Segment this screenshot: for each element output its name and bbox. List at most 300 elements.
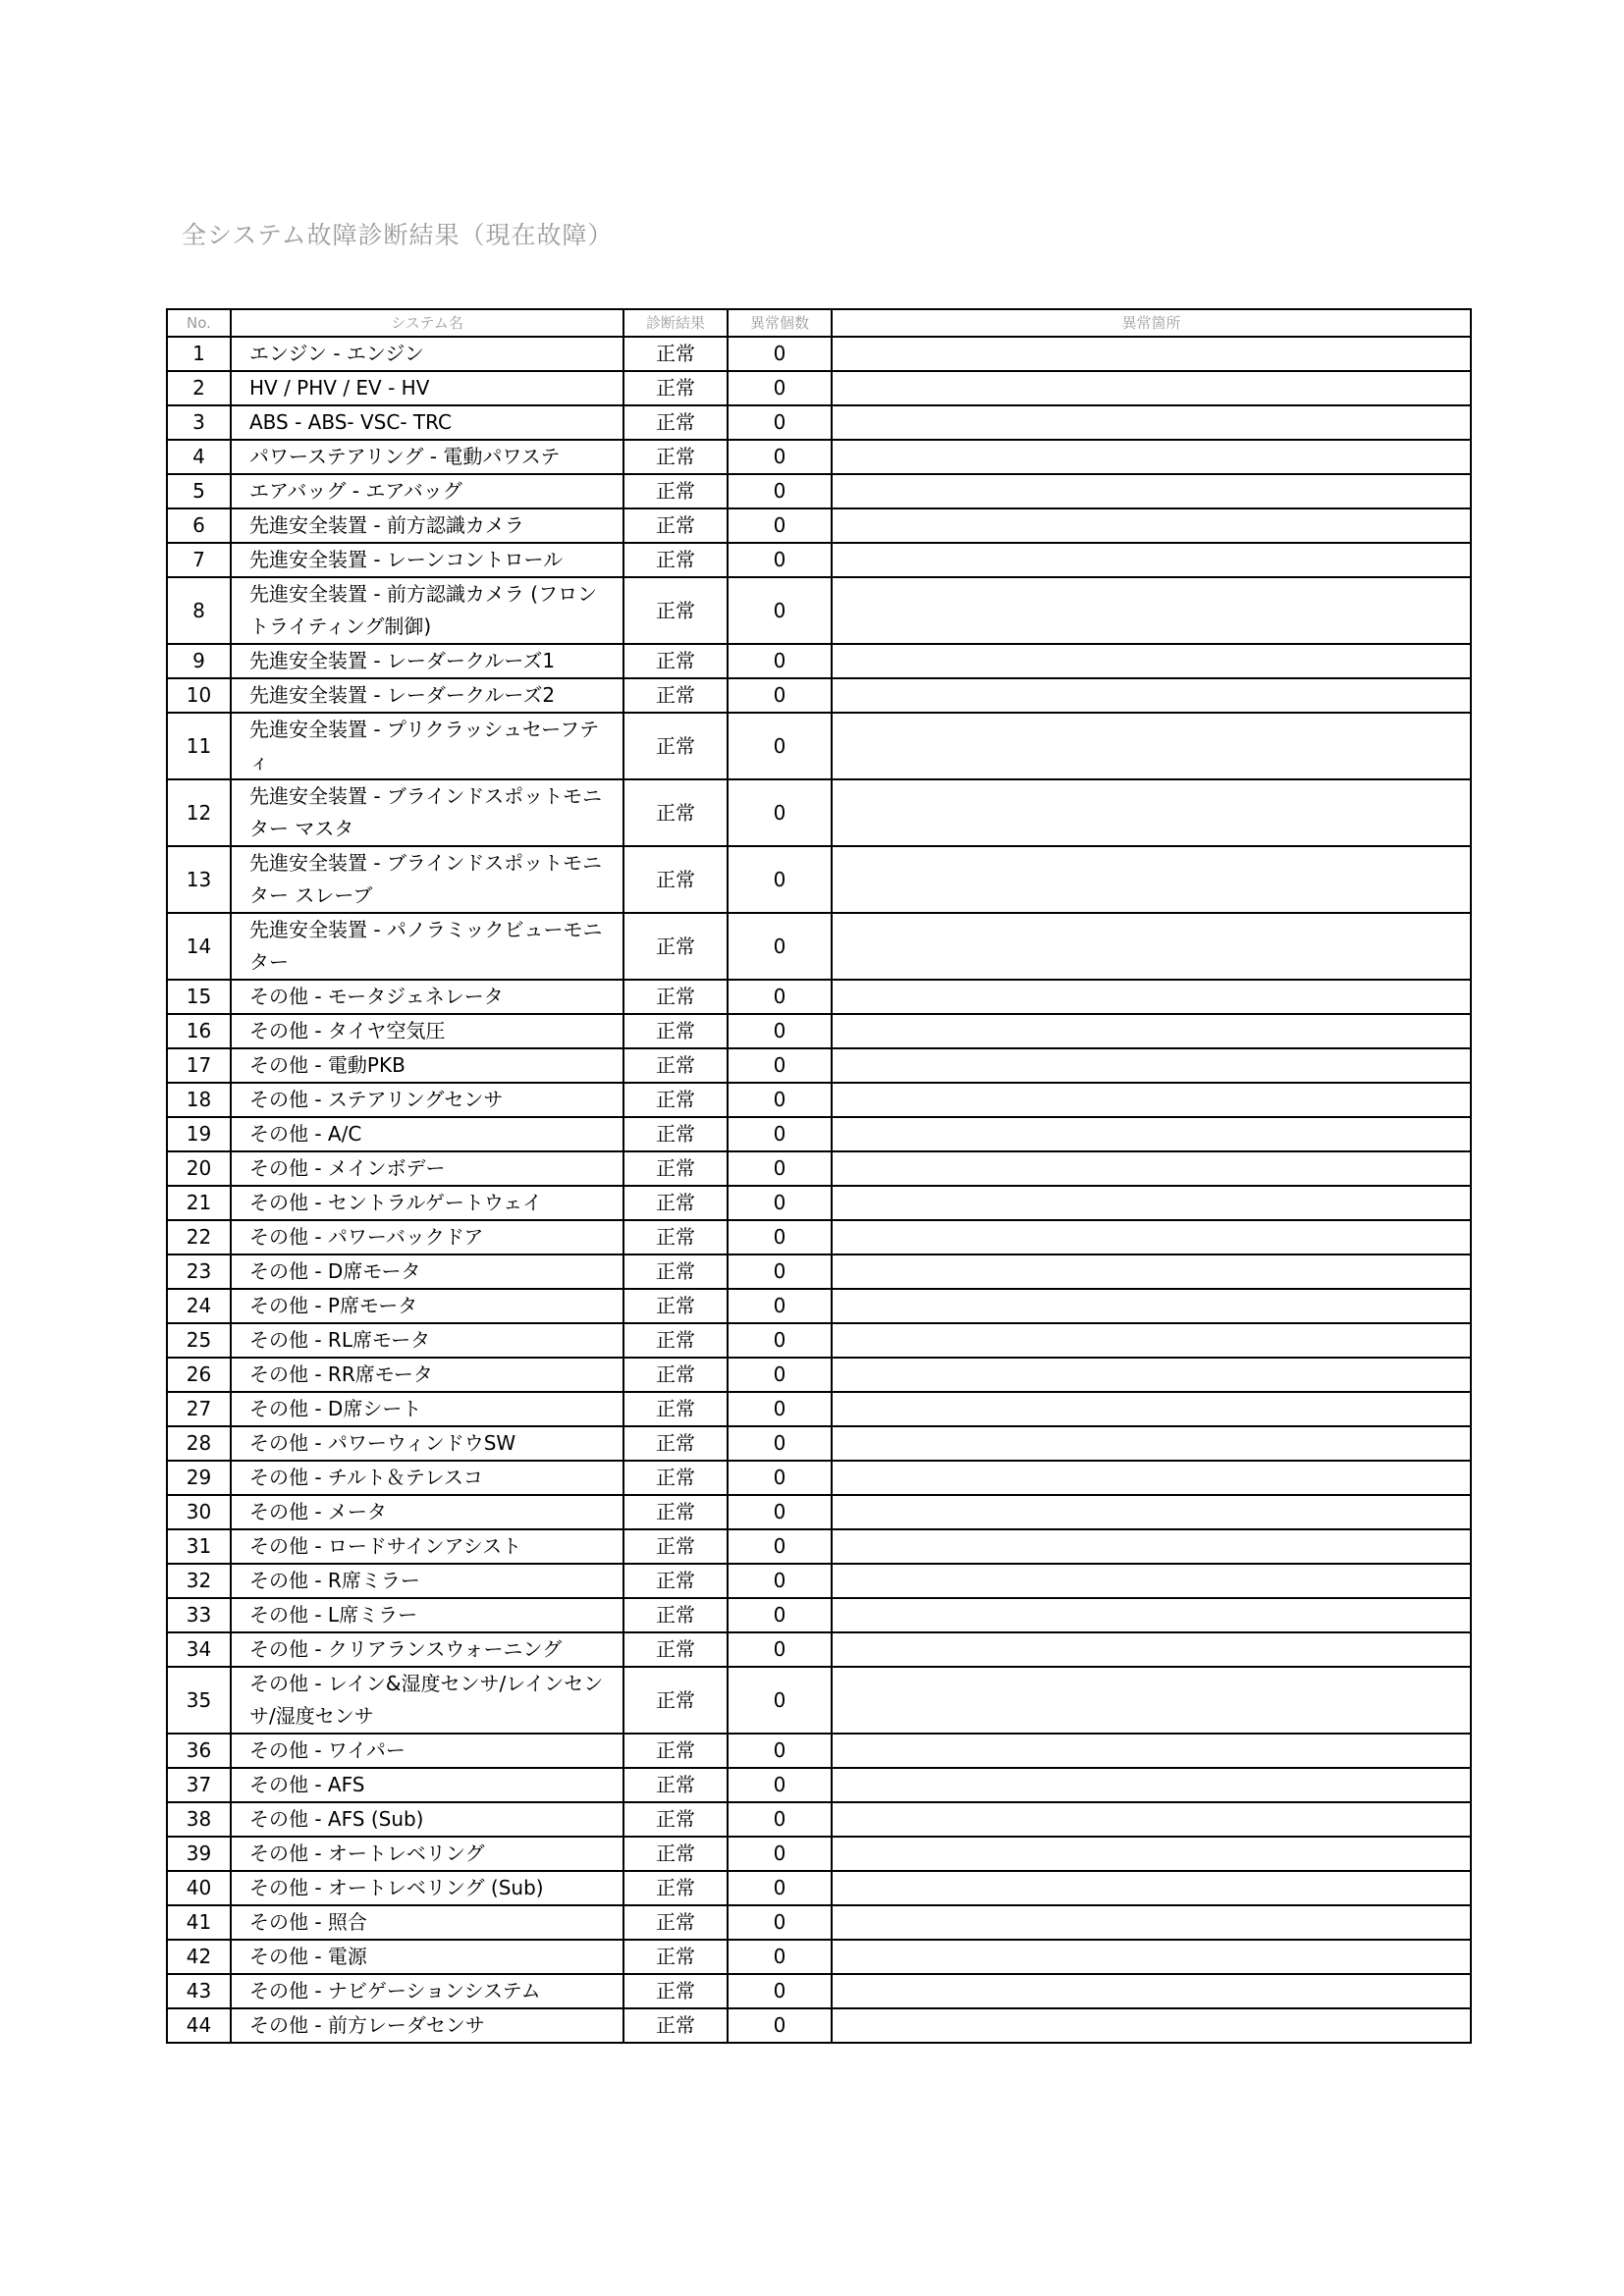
row-fault-location — [832, 1426, 1471, 1461]
row-result: 正常 — [623, 1529, 728, 1564]
system-name-text: その他 - メインボデー — [249, 1156, 446, 1180]
row-fault-count: 0 — [728, 1768, 832, 1802]
table-row — [167, 846, 1471, 913]
row-no: 30 — [167, 1495, 231, 1529]
system-name-text: エンジン - エンジン — [249, 342, 424, 365]
row-fault-count: 0 — [728, 1495, 832, 1529]
system-name-text: その他 - RR席モータ — [249, 1362, 433, 1386]
system-name-text: 先進安全装置 - レーンコントロール — [249, 548, 564, 571]
row-result: 正常 — [623, 1905, 728, 1940]
row-fault-location — [832, 1564, 1471, 1598]
row-system-name — [231, 1768, 623, 1802]
row-fault-count: 0 — [728, 577, 832, 644]
system-name-text: その他 - クリアランスウォーニング — [249, 1637, 563, 1661]
row-result: 正常 — [623, 1564, 728, 1598]
system-name-text: 先進安全装置 - 前方認識カメラ (フロントライティング制御) — [249, 582, 598, 638]
row-fault-location — [832, 980, 1471, 1014]
row-fault-count: 0 — [728, 508, 832, 543]
row-fault-location — [832, 1358, 1471, 1392]
table-row — [167, 1426, 1471, 1461]
table-row — [167, 440, 1471, 474]
row-fault-count: 0 — [728, 1014, 832, 1048]
row-no: 17 — [167, 1048, 231, 1083]
system-name-text: その他 - メータ — [249, 1500, 387, 1523]
row-result: 正常 — [623, 1358, 728, 1392]
table-row — [167, 713, 1471, 779]
row-fault-location — [832, 1940, 1471, 1974]
system-name-text: HV / PHV / EV - HV — [249, 376, 430, 400]
row-result: 正常 — [623, 1186, 728, 1220]
row-system-name — [231, 1837, 623, 1871]
row-no: 40 — [167, 1871, 231, 1905]
row-result: 正常 — [623, 508, 728, 543]
table-row — [167, 1564, 1471, 1598]
table-row — [167, 1871, 1471, 1905]
system-name-text: その他 - RL席モータ — [249, 1328, 431, 1352]
table-row — [167, 678, 1471, 713]
system-name-text: その他 - A/C — [249, 1122, 362, 1146]
row-fault-count: 0 — [728, 1048, 832, 1083]
row-fault-count: 0 — [728, 1358, 832, 1392]
system-name-text: 先進安全装置 - パノラミックビューモニター — [249, 918, 603, 974]
table-row — [167, 508, 1471, 543]
row-fault-location — [832, 440, 1471, 474]
row-fault-location — [832, 337, 1471, 371]
row-no: 12 — [167, 779, 231, 846]
row-result: 正常 — [623, 846, 728, 913]
system-name-text: その他 - チルト＆テレスコ — [249, 1466, 483, 1489]
row-no: 20 — [167, 1151, 231, 1186]
row-fault-location — [832, 1905, 1471, 1940]
table-row — [167, 1768, 1471, 1802]
system-name-text: その他 - ロードサインアシスト — [249, 1534, 522, 1558]
table-row — [167, 1289, 1471, 1323]
system-name-text: その他 - D席シート — [249, 1397, 422, 1420]
row-system-name — [231, 1117, 623, 1151]
row-no: 6 — [167, 508, 231, 543]
system-name-text: 先進安全装置 - プリクラッシュセーフティ — [249, 718, 600, 774]
row-no: 39 — [167, 1837, 231, 1871]
row-fault-count: 0 — [728, 1667, 832, 1734]
row-fault-location — [832, 1837, 1471, 1871]
row-result: 正常 — [623, 1632, 728, 1667]
row-system-name — [231, 1151, 623, 1186]
system-name-text: その他 - AFS — [249, 1773, 365, 1796]
row-result: 正常 — [623, 1837, 728, 1871]
row-fault-count: 0 — [728, 474, 832, 508]
system-name-text: その他 - 前方レーダセンサ — [249, 2013, 485, 2037]
row-system-name — [231, 1598, 623, 1632]
row-system-name — [231, 1392, 623, 1426]
row-system-name — [231, 1426, 623, 1461]
row-fault-location — [832, 2008, 1471, 2043]
row-fault-count: 0 — [728, 1802, 832, 1837]
row-system-name — [231, 913, 623, 980]
row-fault-count: 0 — [728, 1974, 832, 2008]
row-fault-location — [832, 1323, 1471, 1358]
system-name-text: その他 - AFS (Sub) — [249, 1807, 424, 1831]
row-no: 13 — [167, 846, 231, 913]
row-no: 19 — [167, 1117, 231, 1151]
row-result: 正常 — [623, 577, 728, 644]
table-row — [167, 577, 1471, 644]
system-name-text: その他 - パワーウィンドウSW — [249, 1431, 516, 1455]
row-no: 26 — [167, 1358, 231, 1392]
row-result: 正常 — [623, 644, 728, 678]
system-name-text: その他 - パワーバックドア — [249, 1225, 484, 1249]
table-header-row — [167, 309, 1471, 337]
header-fault-count: 異常個数 — [728, 309, 832, 337]
row-fault-location — [832, 543, 1471, 577]
system-name-text: 先進安全装置 - ブラインドスポットモニター スレーブ — [249, 851, 603, 907]
row-system-name — [231, 1358, 623, 1392]
table-row — [167, 1151, 1471, 1186]
system-name-text: その他 - オートレベリング — [249, 1842, 485, 1865]
row-fault-location — [832, 1255, 1471, 1289]
row-fault-count: 0 — [728, 1255, 832, 1289]
row-fault-location — [832, 1220, 1471, 1255]
row-system-name — [231, 713, 623, 779]
row-no: 8 — [167, 577, 231, 644]
system-name-text: ABS - ABS- VSC- TRC — [249, 410, 452, 434]
header-fault-location: 異常箇所 — [832, 309, 1471, 337]
row-no: 23 — [167, 1255, 231, 1289]
header-system-name: システム名 — [231, 309, 623, 337]
row-fault-location — [832, 1289, 1471, 1323]
system-name-text: その他 - 電源 — [249, 1945, 367, 1968]
row-fault-count: 0 — [728, 1186, 832, 1220]
row-system-name — [231, 980, 623, 1014]
table-row — [167, 1461, 1471, 1495]
row-no: 29 — [167, 1461, 231, 1495]
row-system-name — [231, 405, 623, 440]
row-fault-count: 0 — [728, 1220, 832, 1255]
system-name-text: その他 - R席ミラー — [249, 1569, 420, 1592]
row-system-name — [231, 543, 623, 577]
row-fault-count: 0 — [728, 980, 832, 1014]
row-system-name — [231, 1974, 623, 2008]
row-fault-count: 0 — [728, 1734, 832, 1768]
row-result: 正常 — [623, 1871, 728, 1905]
row-result: 正常 — [623, 1667, 728, 1734]
row-no: 11 — [167, 713, 231, 779]
row-result: 正常 — [623, 1255, 728, 1289]
table-row — [167, 1667, 1471, 1734]
table-row — [167, 1186, 1471, 1220]
system-name-text: 先進安全装置 - レーダークルーズ1 — [249, 649, 556, 672]
row-fault-location — [832, 1083, 1471, 1117]
row-system-name — [231, 1289, 623, 1323]
row-no: 16 — [167, 1014, 231, 1048]
system-name-text: その他 - D席モータ — [249, 1259, 421, 1283]
row-system-name — [231, 1083, 623, 1117]
row-fault-location — [832, 371, 1471, 405]
row-no: 44 — [167, 2008, 231, 2043]
row-no: 9 — [167, 644, 231, 678]
row-fault-count: 0 — [728, 371, 832, 405]
table-row — [167, 1392, 1471, 1426]
system-name-text: エアバッグ - エアバッグ — [249, 479, 462, 503]
table-row — [167, 1905, 1471, 1940]
row-no: 31 — [167, 1529, 231, 1564]
row-result: 正常 — [623, 1768, 728, 1802]
system-name-text: 先進安全装置 - レーダークルーズ2 — [249, 683, 556, 707]
table-row — [167, 1940, 1471, 1974]
row-system-name — [231, 1802, 623, 1837]
row-fault-count: 0 — [728, 1905, 832, 1940]
row-fault-location — [832, 1151, 1471, 1186]
row-result: 正常 — [623, 1117, 728, 1151]
row-result: 正常 — [623, 980, 728, 1014]
row-fault-location — [832, 1598, 1471, 1632]
row-system-name — [231, 1667, 623, 1734]
row-fault-location — [832, 508, 1471, 543]
system-name-text: その他 - ステアリングセンサ — [249, 1088, 504, 1111]
row-fault-count: 0 — [728, 1461, 832, 1495]
row-result: 正常 — [623, 474, 728, 508]
row-fault-count: 0 — [728, 1151, 832, 1186]
row-result: 正常 — [623, 1392, 728, 1426]
row-no: 7 — [167, 543, 231, 577]
row-no: 32 — [167, 1564, 231, 1598]
row-no: 1 — [167, 337, 231, 371]
row-system-name — [231, 1905, 623, 1940]
row-fault-count: 0 — [728, 1117, 832, 1151]
row-system-name — [231, 1940, 623, 1974]
row-result: 正常 — [623, 1461, 728, 1495]
row-no: 3 — [167, 405, 231, 440]
table-row — [167, 1083, 1471, 1117]
row-system-name — [231, 1323, 623, 1358]
table-row — [167, 1220, 1471, 1255]
table-row — [167, 980, 1471, 1014]
row-result: 正常 — [623, 1734, 728, 1768]
row-fault-count: 0 — [728, 1392, 832, 1426]
row-no: 35 — [167, 1667, 231, 1734]
row-system-name — [231, 644, 623, 678]
row-no: 21 — [167, 1186, 231, 1220]
system-name-text: その他 - モータジェネレータ — [249, 985, 504, 1008]
row-fault-count: 0 — [728, 644, 832, 678]
table-row — [167, 644, 1471, 678]
row-system-name — [231, 846, 623, 913]
row-fault-location — [832, 1974, 1471, 2008]
row-fault-count: 0 — [728, 1837, 832, 1871]
system-name-text: その他 - P席モータ — [249, 1294, 418, 1317]
row-fault-location — [832, 405, 1471, 440]
row-fault-location — [832, 846, 1471, 913]
row-result: 正常 — [623, 713, 728, 779]
row-fault-location — [832, 779, 1471, 846]
system-name-text: その他 - 照合 — [249, 1910, 367, 1934]
row-fault-count: 0 — [728, 1940, 832, 1974]
row-fault-location — [832, 577, 1471, 644]
row-no: 41 — [167, 1905, 231, 1940]
row-fault-location — [832, 1186, 1471, 1220]
row-fault-location — [832, 678, 1471, 713]
row-fault-count: 0 — [728, 713, 832, 779]
table-row — [167, 1802, 1471, 1837]
row-result: 正常 — [623, 1802, 728, 1837]
row-result: 正常 — [623, 371, 728, 405]
row-no: 5 — [167, 474, 231, 508]
system-name-text: その他 - タイヤ空気圧 — [249, 1019, 446, 1042]
row-fault-location — [832, 1529, 1471, 1564]
row-fault-count: 0 — [728, 1564, 832, 1598]
table-row — [167, 543, 1471, 577]
row-fault-count: 0 — [728, 1289, 832, 1323]
row-result: 正常 — [623, 678, 728, 713]
table-row — [167, 371, 1471, 405]
row-system-name — [231, 1461, 623, 1495]
system-name-text: その他 - セントラルゲートウェイ — [249, 1191, 543, 1214]
row-system-name — [231, 1014, 623, 1048]
system-name-text: その他 - レイン&湿度センサ/レインセンサ/湿度センサ — [249, 1672, 604, 1728]
row-system-name — [231, 678, 623, 713]
row-fault-count: 0 — [728, 337, 832, 371]
row-fault-count: 0 — [728, 405, 832, 440]
row-fault-location — [832, 1117, 1471, 1151]
table-row — [167, 2008, 1471, 2043]
table-row — [167, 1358, 1471, 1392]
row-fault-count: 0 — [728, 2008, 832, 2043]
row-fault-location — [832, 1632, 1471, 1667]
system-name-text: その他 - オートレベリング (Sub) — [249, 1876, 544, 1899]
row-system-name — [231, 1529, 623, 1564]
row-no: 34 — [167, 1632, 231, 1667]
row-no: 28 — [167, 1426, 231, 1461]
table-row — [167, 1974, 1471, 2008]
row-system-name — [231, 337, 623, 371]
row-result: 正常 — [623, 1323, 728, 1358]
row-no: 10 — [167, 678, 231, 713]
row-fault-count: 0 — [728, 543, 832, 577]
row-no: 22 — [167, 1220, 231, 1255]
row-system-name — [231, 1495, 623, 1529]
row-no: 14 — [167, 913, 231, 980]
row-fault-count: 0 — [728, 440, 832, 474]
system-name-text: その他 - 電動PKB — [249, 1053, 406, 1077]
row-system-name — [231, 1048, 623, 1083]
row-fault-location — [832, 1802, 1471, 1837]
row-system-name — [231, 474, 623, 508]
table-row — [167, 1323, 1471, 1358]
row-fault-location — [832, 1734, 1471, 1768]
row-system-name — [231, 779, 623, 846]
row-result: 正常 — [623, 1014, 728, 1048]
row-result: 正常 — [623, 405, 728, 440]
row-no: 24 — [167, 1289, 231, 1323]
table-row — [167, 474, 1471, 508]
row-result: 正常 — [623, 440, 728, 474]
row-no: 27 — [167, 1392, 231, 1426]
system-name-text: パワーステアリング - 電動パワステ — [249, 445, 561, 468]
row-fault-count: 0 — [728, 1632, 832, 1667]
table-row — [167, 337, 1471, 371]
table-row — [167, 1255, 1471, 1289]
table-row — [167, 1632, 1471, 1667]
header-result: 診断結果 — [623, 309, 728, 337]
row-no: 4 — [167, 440, 231, 474]
row-result: 正常 — [623, 1289, 728, 1323]
row-system-name — [231, 1564, 623, 1598]
row-system-name — [231, 508, 623, 543]
row-no: 38 — [167, 1802, 231, 1837]
row-no: 25 — [167, 1323, 231, 1358]
row-fault-location — [832, 913, 1471, 980]
row-no: 33 — [167, 1598, 231, 1632]
row-fault-location — [832, 1871, 1471, 1905]
row-system-name — [231, 1734, 623, 1768]
row-result: 正常 — [623, 543, 728, 577]
row-result: 正常 — [623, 1940, 728, 1974]
system-name-text: その他 - ナビゲーションシステム — [249, 1979, 541, 2002]
row-fault-location — [832, 1048, 1471, 1083]
table-row — [167, 1598, 1471, 1632]
row-result: 正常 — [623, 1151, 728, 1186]
row-result: 正常 — [623, 779, 728, 846]
row-fault-location — [832, 713, 1471, 779]
row-fault-count: 0 — [728, 1598, 832, 1632]
row-result: 正常 — [623, 1083, 728, 1117]
row-fault-count: 0 — [728, 1323, 832, 1358]
row-no: 37 — [167, 1768, 231, 1802]
row-system-name — [231, 440, 623, 474]
row-fault-location — [832, 1768, 1471, 1802]
system-name-text: 先進安全装置 - 前方認識カメラ — [249, 513, 524, 537]
row-fault-location — [832, 1461, 1471, 1495]
system-name-text: 先進安全装置 - ブラインドスポットモニター マスタ — [249, 784, 603, 840]
row-no: 43 — [167, 1974, 231, 2008]
row-result: 正常 — [623, 1598, 728, 1632]
table-row — [167, 1048, 1471, 1083]
table-row — [167, 1734, 1471, 1768]
table-row — [167, 779, 1471, 846]
row-system-name — [231, 371, 623, 405]
system-name-text: その他 - L席ミラー — [249, 1603, 418, 1627]
table-row — [167, 1117, 1471, 1151]
row-system-name — [231, 2008, 623, 2043]
row-fault-count: 0 — [728, 846, 832, 913]
diagnosis-table — [166, 308, 1472, 2044]
row-fault-count: 0 — [728, 913, 832, 980]
row-result: 正常 — [623, 2008, 728, 2043]
row-system-name — [231, 577, 623, 644]
row-system-name — [231, 1255, 623, 1289]
table-row — [167, 913, 1471, 980]
row-fault-location — [832, 474, 1471, 508]
row-no: 15 — [167, 980, 231, 1014]
row-fault-count: 0 — [728, 1426, 832, 1461]
row-system-name — [231, 1186, 623, 1220]
row-fault-location — [832, 1667, 1471, 1734]
table-row — [167, 1837, 1471, 1871]
row-no: 2 — [167, 371, 231, 405]
row-result: 正常 — [623, 1495, 728, 1529]
row-fault-count: 0 — [728, 1083, 832, 1117]
row-system-name — [231, 1632, 623, 1667]
row-fault-location — [832, 1392, 1471, 1426]
row-result: 正常 — [623, 913, 728, 980]
row-no: 36 — [167, 1734, 231, 1768]
table-row — [167, 1014, 1471, 1048]
page-title: 全システム故障診断結果（現在故障） — [182, 221, 614, 249]
row-result: 正常 — [623, 1048, 728, 1083]
table-row — [167, 1529, 1471, 1564]
row-system-name — [231, 1220, 623, 1255]
row-system-name — [231, 1871, 623, 1905]
system-name-text: その他 - ワイパー — [249, 1738, 406, 1762]
